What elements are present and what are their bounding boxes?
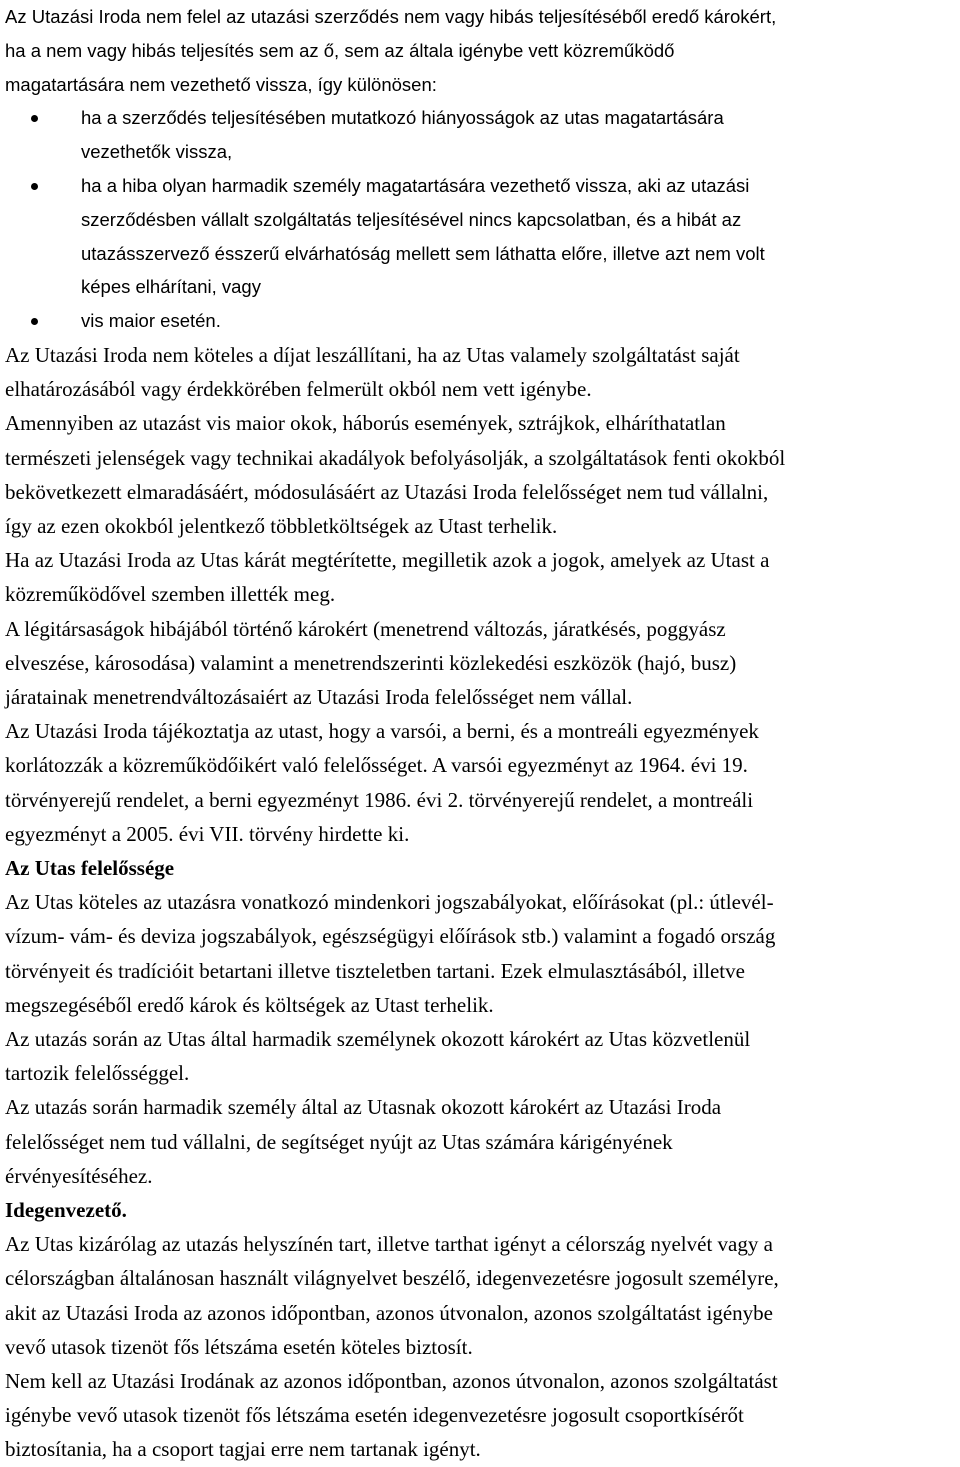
bullet-icon: [31, 318, 38, 325]
liability-section: [5, 0, 956, 338]
text-line: egyezményt a 2005. évi VII. törvény hirdette ki.: [5, 821, 410, 846]
text-line: megszegéséből eredő károk és költségek az Utast terhelik.: [5, 992, 494, 1017]
terms-body: [5, 338, 956, 1467]
text-line: magatartására nem vezethető vissza, így különösen:: [5, 73, 437, 95]
text-line: vízum- vám- és deviza jogszabályok, egészségügyi előírások stb.) valamint a fogadó ország: [5, 924, 776, 949]
text-line: Az utazás során harmadik személy által az Utasnak okozott károkért az Utazási Iroda: [5, 1095, 722, 1120]
paragraph-tour-guide-exemption: [5, 1364, 956, 1467]
text-line: érvényesítéséhez.: [5, 1163, 153, 1188]
text-line: vis maior esetén.: [81, 310, 221, 332]
text-line: vevő utasok tizenöt fős létszáma esetén köteles biztosít.: [5, 1334, 473, 1359]
text-line: Az Utas köteles az utazásra vonatkozó mindenkori jogszabályokat, előírásokat (pl.: útlevél-: [5, 890, 774, 915]
paragraph-conventions: [5, 714, 956, 851]
text-line: Nem kell az Utazási Irodának az azonos időpontban, azonos útvonalon, azonos szolgáltatást: [5, 1369, 778, 1394]
text-line: járatainak menetrendváltozásaiért az Utazási Iroda felelősséget nem vállal.: [5, 685, 633, 709]
text-line: törvényerejű rendelet, a berni egyezményt 1986. évi 2. törvényerejű rendelet, a montreáli: [5, 787, 754, 812]
bullet-icon: [31, 115, 38, 122]
paragraph-tour-guide-right: [5, 1227, 956, 1364]
text-line: ha a nem vagy hibás teljesítés sem az ő, sem az általa igénybe vett közreműködő: [5, 39, 675, 61]
list-item: [5, 304, 956, 338]
paragraph-no-price-reduction: [5, 338, 956, 406]
list-item: [5, 101, 956, 169]
paragraph-airlines: [5, 612, 956, 715]
text-line: tartozik felelősséggel.: [5, 1061, 190, 1086]
text-line: felelősséget nem tud vállalni, de segítséget nyújt az Utas számára kárigényének: [5, 1129, 673, 1154]
text-line: szerződésben vállalt szolgáltatás teljesítésével nincs kapcsolatban, és a hibát az: [81, 208, 742, 230]
text-line: Az Utazási Iroda nem köteles a díjat leszállítani, ha az Utas valamely szolgáltatást saját: [5, 342, 740, 367]
text-line: utazásszervező ésszerű elvárhatóság mellett sem láthatta előre, illetve azt nem volt: [81, 242, 765, 264]
text-line: bekövetkezett elmaradásáért, módosulásáért az Utazási Iroda felelősséget nem tud vállalni,: [5, 479, 769, 504]
text-line: Az utazás során az Utas által harmadik személynek okozott károkért az Utas közvetlenül: [5, 1027, 751, 1052]
text-line: vezethetők vissza,: [81, 141, 233, 163]
text-line: ha a szerződés teljesítésében mutatkozó hiányosságok az utas magatartására: [81, 107, 724, 129]
text-line: igénybe vevő utasok tizenöt fős létszáma esetén idegenvezetésre jogosult csoportkísérőt: [5, 1403, 744, 1428]
text-line: ha a hiba olyan harmadik személy magatartására vezethető vissza, aki az utazási: [81, 174, 750, 196]
exemption-list: [5, 101, 956, 338]
text-line: így az ezen okokból jelentkező többletköltségek az Utast terhelik.: [5, 513, 558, 538]
paragraph-third-party-damage-by-traveler: [5, 1022, 956, 1090]
paragraph-force-majeure: [5, 406, 956, 543]
text-line: korlátozzák a közreműködőikért való felelősséget. A varsói egyezményt az 1964. évi 19.: [5, 753, 748, 778]
text-line: akit az Utazási Iroda az azonos időpontban, azonos útvonalon, azonos szolgáltatást igénybe: [5, 1300, 773, 1325]
text-line: Ha az Utazási Iroda az Utas kárát megtérítette, megilletik azok a jogok, amelyek az Utast a: [5, 548, 770, 573]
bullet-icon: [31, 183, 38, 190]
heading-traveler-liability: Az Utas felelőssége: [5, 856, 175, 881]
text-line: közreműködővel szemben illették meg.: [5, 582, 336, 607]
text-line: természeti jelenségek vagy technikai akadályok befolyásolják, a szolgáltatások fenti okokból: [5, 445, 786, 470]
text-line: A légitársaságok hibájából történő károkért (menetrend változás, járatkésés, poggyász: [5, 616, 726, 641]
paragraph-third-party-damage-to-traveler: [5, 1090, 956, 1193]
text-line: Az Utas kizárólag az utazás helyszínén tart, illetve tarthat igényt a célország nyelvét vagy a: [5, 1232, 773, 1257]
text-line: törvényeit és tradícióit betartani illetve tiszteletben tartani. Ezek elmulasztásából, illetve: [5, 958, 745, 983]
text-line: Az Utazási Iroda nem felel az utazási szerződés nem vagy hibás teljesítéséből eredő károkért,: [5, 6, 777, 27]
intro-paragraph: [5, 0, 956, 101]
text-line: célországban általánosan használt világnyelvet beszélő, idegenvezetésre jogosult személyre,: [5, 1266, 779, 1291]
heading-tour-guide: Idegenvezető.: [5, 1198, 127, 1223]
text-line: Amennyiben az utazást vis maior okok, háborús események, sztrájkok, elháríthatatlan: [5, 411, 726, 436]
text-line: biztosítania, ha a csoport tagjai erre nem tartanak igényt.: [5, 1437, 481, 1462]
text-line: képes elhárítani, vagy: [81, 276, 261, 298]
paragraph-subrogation: [5, 543, 956, 611]
text-line: elveszése, károsodása) valamint a menetrendszerinti közlekedési eszközök (hajó, busz): [5, 650, 737, 675]
text-line: elhatározásából vagy érdekkörében felmerült okból nem vett igénybe.: [5, 377, 592, 402]
list-item: [5, 169, 956, 304]
paragraph-traveler-obligations: [5, 885, 956, 1022]
text-line: Az Utazási Iroda tájékoztatja az utast, hogy a varsói, a berni, és a montreáli egyezmények: [5, 719, 759, 744]
